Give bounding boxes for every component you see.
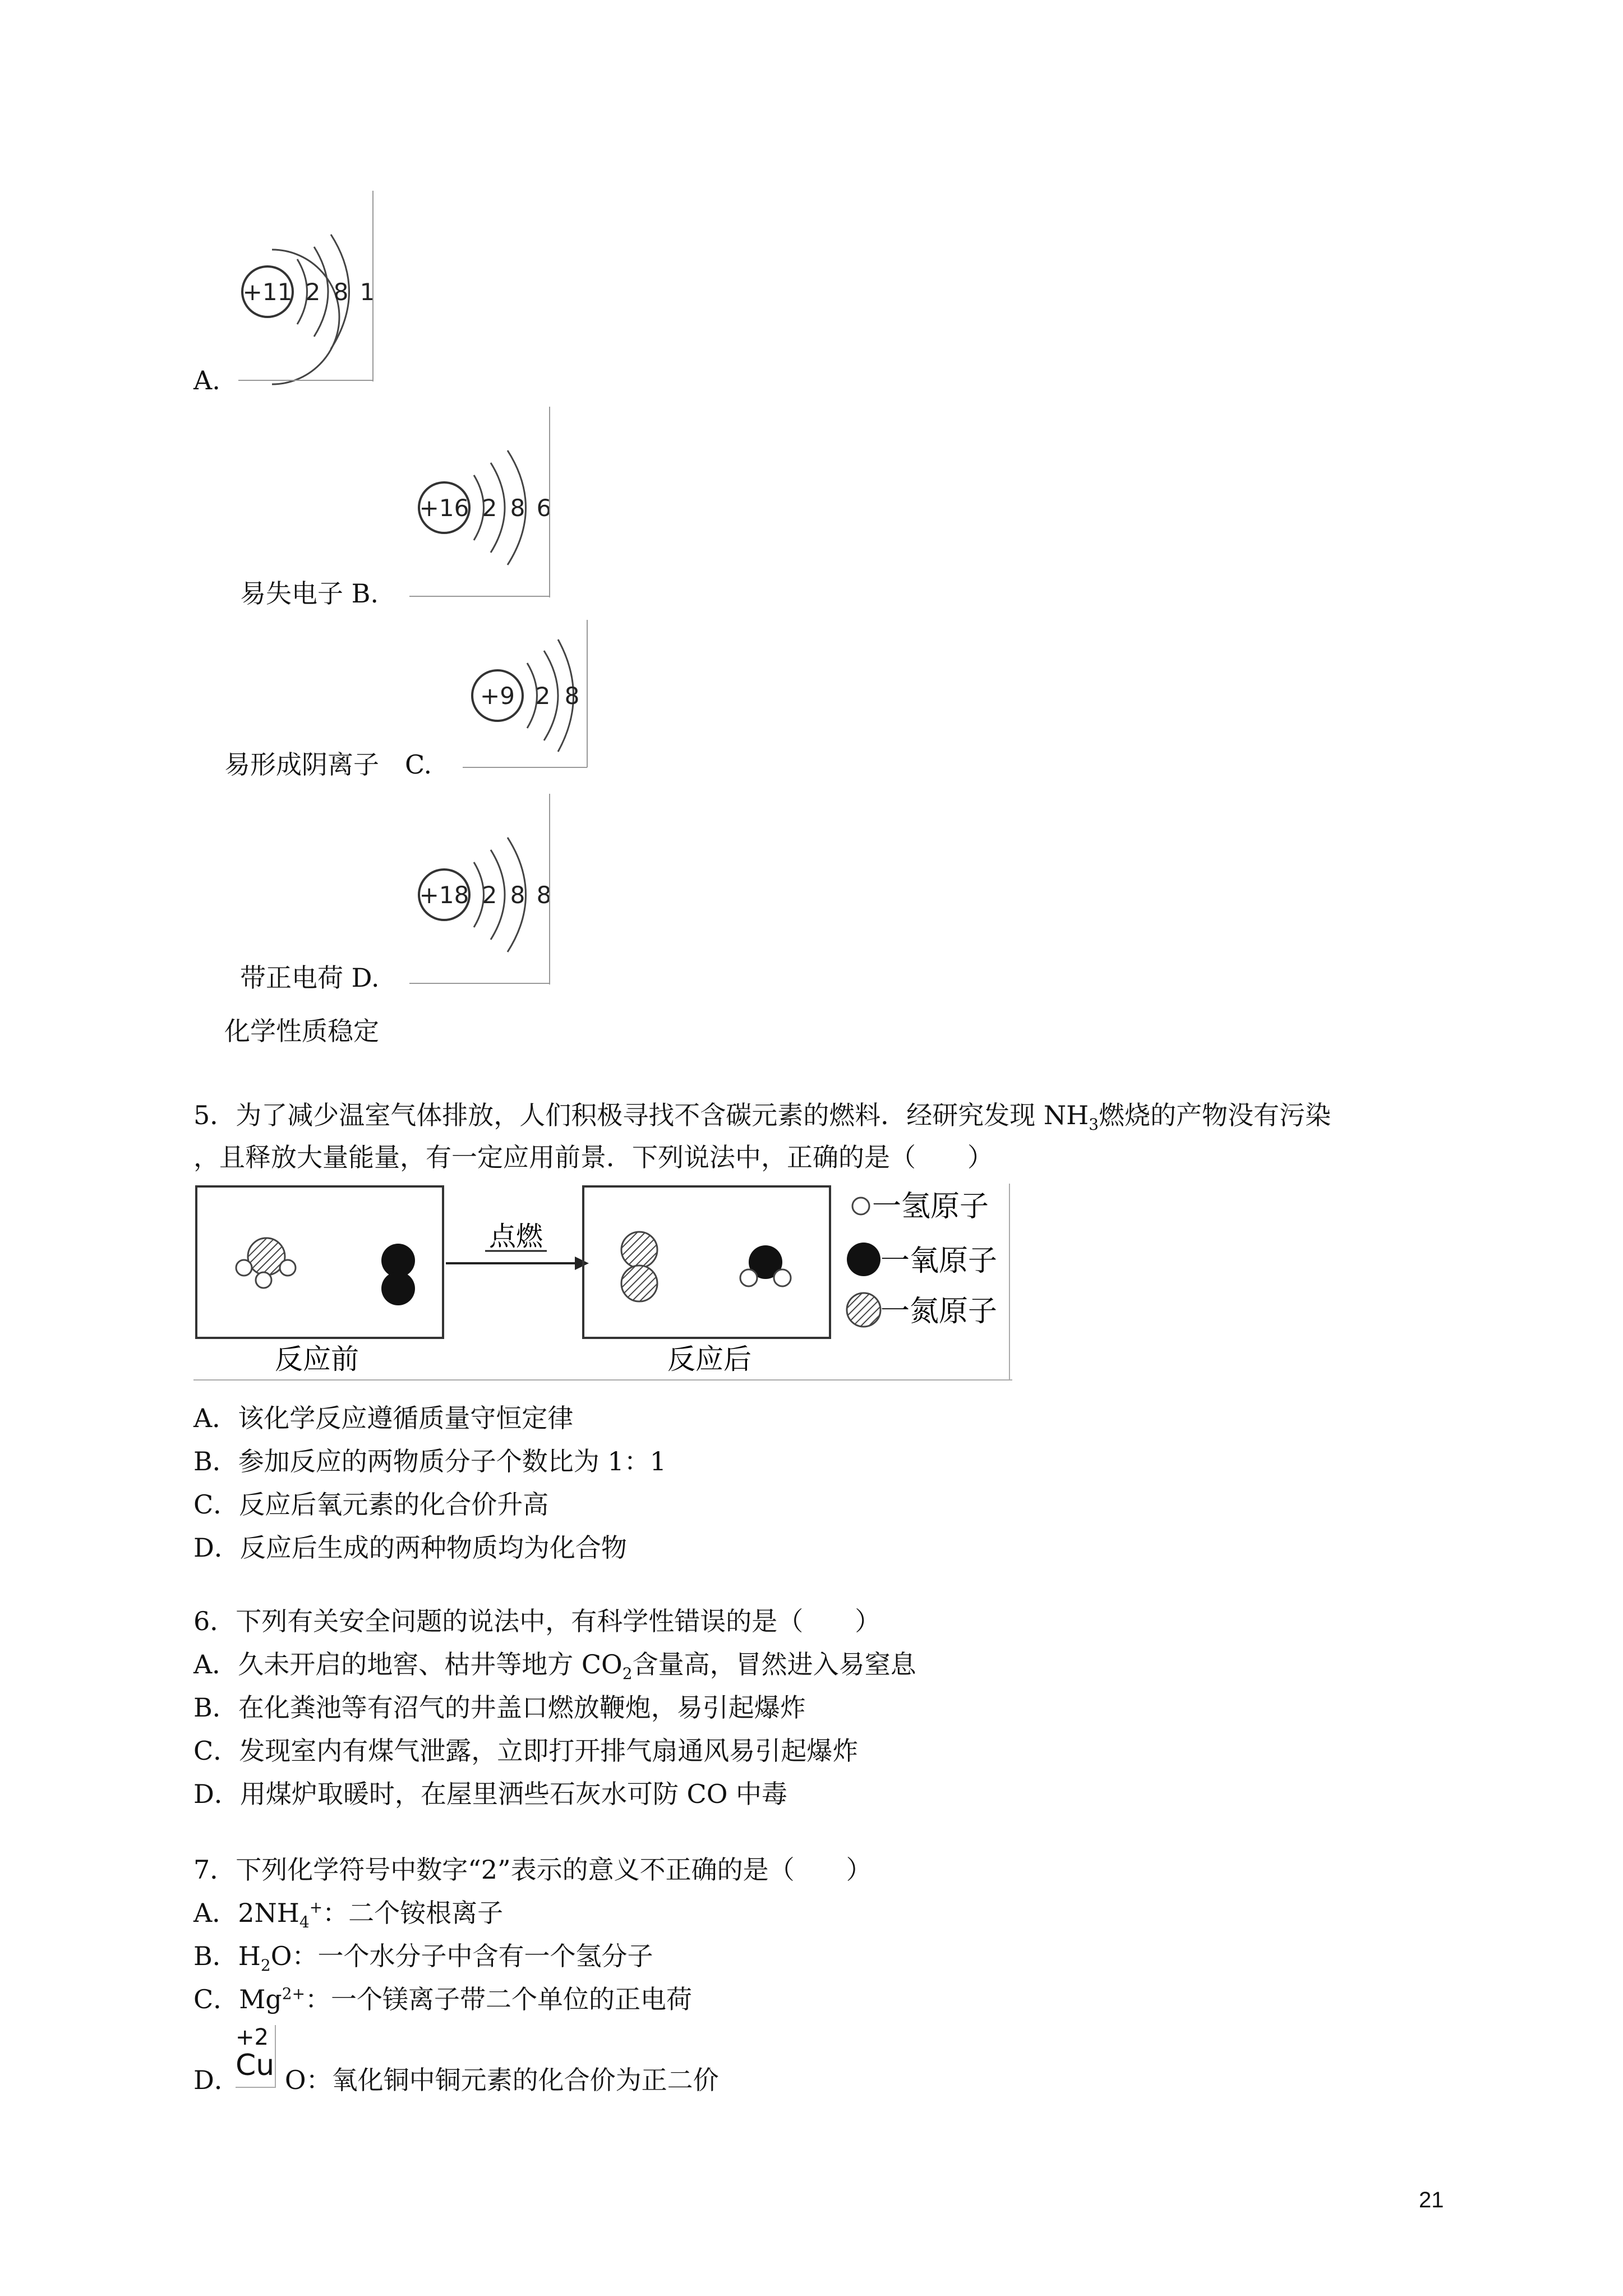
svg-text:2: 2 <box>482 494 497 522</box>
reaction-diagram <box>193 1184 1012 1386</box>
q5-stem-line2: ，且释放大量能量，有一定应用前景．下列说法中，正确的是（ ） <box>193 1142 993 1172</box>
q4-caption-c: 带正电荷 D. <box>240 963 380 993</box>
nitrogen-legend-icon <box>847 1293 880 1327</box>
hydrogen-legend-icon <box>852 1198 869 1214</box>
svg-text:+9: +9 <box>480 682 515 710</box>
arrow-label: 点燃 <box>488 1221 543 1252</box>
after-box <box>583 1186 830 1338</box>
oxygen-molecule <box>381 1244 415 1305</box>
valence-number: +2 <box>236 2024 269 2050</box>
q5-option-b[interactable]: B．参加反应的两物质分子个数比为 1：1 <box>193 1446 666 1476</box>
q4-caption-a: 易失电子 B. <box>240 578 379 609</box>
q4-option-a-letter: A. <box>193 365 220 395</box>
svg-text:+16: +16 <box>419 494 469 522</box>
q6-option-b[interactable]: B．在化粪池等有沼气的井盖口燃放鞭炮，易引起爆炸 <box>193 1692 806 1723</box>
svg-text:8: 8 <box>333 278 349 306</box>
svg-text:一氮原子: 一氮原子 <box>880 1295 998 1328</box>
svg-text:2: 2 <box>535 682 551 710</box>
atom-diagram-b <box>409 407 555 597</box>
oxygen-legend-icon <box>847 1243 880 1276</box>
before-label: 反应前 <box>275 1343 359 1375</box>
svg-text:+18: +18 <box>419 881 469 909</box>
svg-text:2: 2 <box>305 278 321 306</box>
svg-text:8: 8 <box>510 494 525 522</box>
atom-diagram-d <box>409 794 555 984</box>
svg-text:8: 8 <box>564 682 580 710</box>
svg-text:1: 1 <box>359 278 375 306</box>
q6-option-d[interactable]: D．用煤炉取暖时，在屋里洒些石灰水可防 CO 中毒 <box>193 1779 788 1809</box>
ammonia-molecule <box>236 1238 296 1288</box>
after-label: 反应后 <box>667 1343 751 1375</box>
q6-stem: 6．下列有关安全问题的说法中，有科学性错误的是（ ） <box>193 1606 881 1636</box>
svg-text:2: 2 <box>482 881 497 909</box>
q5-stem-line1: 5．为了减少温室气体排放，人们积极寻找不含碳元素的燃料．经研究发现 $NH_3$燃烧的产物没有污染 <box>193 1100 1331 1134</box>
q6-option-a[interactable]: A．久未开启的地窖、枯井等地方 $CO_2$含量高，冒然进入易窒息 <box>193 1649 916 1683</box>
page-number: 21 <box>1419 2188 1444 2212</box>
q7-option-d[interactable]: D． O：氧化铜中铜元素的化合价为正二价 <box>193 2065 719 2095</box>
svg-text:6: 6 <box>536 494 552 522</box>
q7-option-a[interactable]: A．$2NH_4^+$：二个铵根离子 <box>193 1898 504 1932</box>
atom-diagram-c <box>463 620 592 769</box>
atom-diagram-a <box>233 191 379 381</box>
nucleus-charge: +11 <box>242 278 293 306</box>
svg-text:一氧原子: 一氧原子 <box>880 1244 998 1278</box>
q6-option-c[interactable]: C．发现室内有煤气泄露，立即打开排气扇通风易引起爆炸 <box>193 1736 859 1766</box>
svg-text:一氢原子: 一氢原子 <box>872 1190 989 1223</box>
nitrogen-molecule <box>621 1232 657 1301</box>
q7-stem: 7．下列化学符号中数字“2”表示的意义不正确的是（ ） <box>193 1855 872 1885</box>
water-molecule <box>740 1245 791 1286</box>
svg-text:8: 8 <box>510 881 525 909</box>
q5-option-d[interactable]: D．反应后生成的两种物质均为化合物 <box>193 1533 627 1563</box>
q7-option-c[interactable]: C．$Mg^{2+}$：一个镁离子带二个单位的正电荷 <box>193 1984 693 2014</box>
q7-option-b[interactable]: B．$H_2O$：一个水分子中含有一个氢分子 <box>193 1941 653 1975</box>
q4-caption-d: 化学性质稳定 <box>224 1016 379 1046</box>
valence-element: Cu <box>236 2049 275 2082</box>
q4-caption-b: 易形成阴离子 C. <box>224 749 432 780</box>
q5-option-c[interactable]: C．反应后氧元素的化合价升高 <box>193 1489 549 1520</box>
svg-text:8: 8 <box>536 881 552 909</box>
legend <box>847 1190 997 1328</box>
q5-option-a[interactable]: A．该化学反应遵循质量守恒定律 <box>193 1403 574 1433</box>
